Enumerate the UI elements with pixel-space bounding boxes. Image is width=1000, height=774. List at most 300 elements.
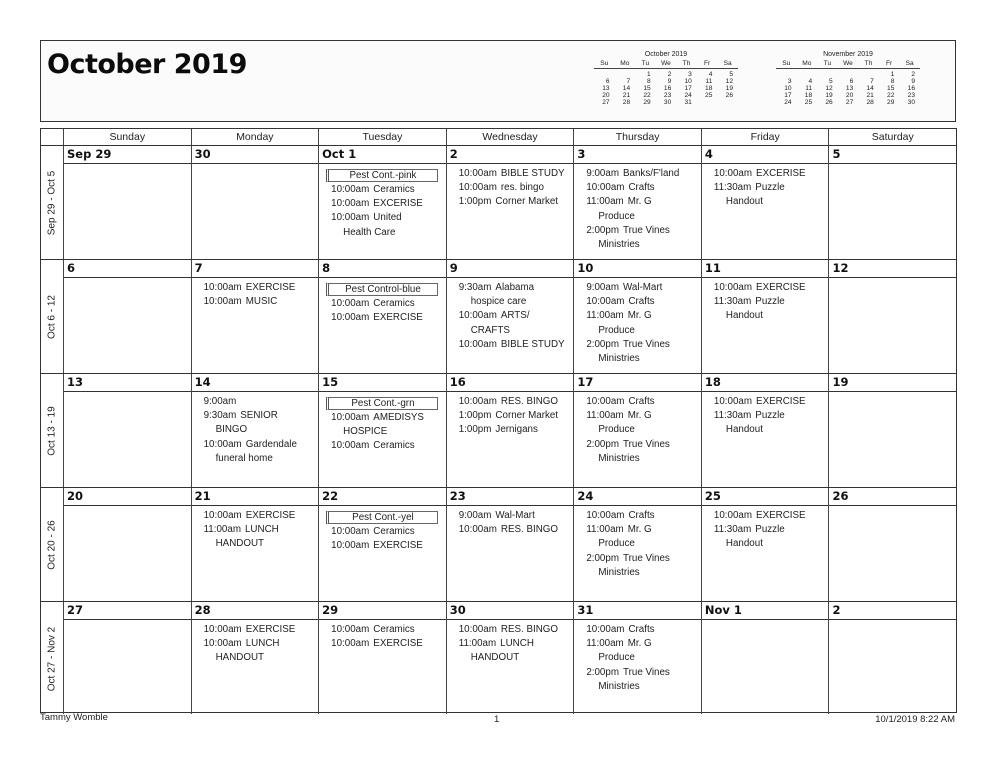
event-title: Mr. G — [627, 196, 652, 208]
week-days — [63, 260, 956, 374]
calendar-event[interactable] — [204, 509, 319, 523]
mini-calendar-day[interactable]: 24 — [684, 92, 692, 99]
event-title: EXERCISE — [373, 638, 423, 650]
mini-calendar-day[interactable]: 11 — [705, 78, 713, 85]
mini-calendar-day[interactable]: 17 — [784, 92, 792, 99]
day-events — [192, 278, 319, 309]
mini-calendar-november — [776, 51, 920, 106]
event-title-continued: hospice care — [470, 296, 527, 308]
day-cell[interactable] — [318, 602, 446, 714]
day-cell[interactable] — [828, 602, 956, 714]
mini-calendar-day[interactable]: 31 — [684, 99, 692, 106]
day-number: 25 — [702, 488, 829, 506]
event-time: 10:00am — [331, 198, 370, 210]
day-events — [447, 392, 574, 438]
mini-calendar-weekday: Sa — [899, 60, 920, 69]
footer-page-number: 1 — [494, 714, 500, 725]
day-cell[interactable] — [318, 260, 446, 374]
mini-calendar-day[interactable]: 25 — [804, 99, 813, 106]
day-cell[interactable] — [828, 488, 956, 602]
calendar-event[interactable] — [714, 281, 829, 295]
mini-calendar-day[interactable]: 7 — [626, 78, 631, 85]
weekday-header-wednesday: Wednesday — [446, 129, 574, 145]
day-events — [64, 392, 191, 395]
event-title: EXERCISE — [245, 282, 296, 293]
day-cell[interactable] — [573, 374, 701, 488]
calendar-event[interactable] — [586, 523, 701, 551]
weekday-header-saturday: Saturday — [828, 129, 956, 145]
day-number: 2 — [447, 146, 574, 164]
mini-calendar-day[interactable]: 6 — [849, 78, 854, 85]
event-title-continued: Health Care — [343, 226, 396, 238]
calendar-event[interactable] — [204, 623, 319, 637]
mini-calendar-weekday: Su — [776, 60, 797, 69]
event-title: Ceramics — [373, 526, 415, 537]
mini-calendar-day[interactable]: 16 — [663, 85, 672, 92]
day-cell[interactable] — [828, 146, 956, 260]
event-time: 11:30am — [713, 410, 752, 422]
mini-calendar-day[interactable]: 13 — [602, 85, 610, 92]
day-events — [829, 392, 956, 395]
event-time: 9:30am — [203, 410, 237, 422]
mini-calendar-day[interactable]: 26 — [825, 99, 833, 106]
mini-calendar-day[interactable]: 4 — [808, 78, 813, 85]
mini-calendar-day[interactable]: 3 — [688, 71, 692, 78]
event-title: EXCERISE — [756, 168, 806, 179]
event-time: 10:00am — [331, 184, 370, 195]
day-number: 10 — [574, 260, 701, 278]
event-title-continued: Produce — [598, 424, 635, 436]
calendar-event[interactable] — [586, 409, 701, 437]
event-title: MUSIC — [245, 296, 278, 308]
day-number: 28 — [192, 602, 319, 620]
mini-calendar-day[interactable]: 8 — [890, 78, 895, 85]
mini-calendar-day[interactable] — [776, 69, 797, 79]
event-time: 11:00am — [586, 524, 624, 536]
calendar-event[interactable] — [459, 195, 574, 209]
mini-calendar-weekday: We — [656, 60, 677, 69]
day-number: 21 — [192, 488, 319, 506]
calendar-event[interactable] — [586, 195, 701, 223]
event-time: 10:00am — [586, 296, 625, 308]
calendar-event[interactable] — [331, 623, 446, 637]
mini-calendar-day[interactable]: 30 — [663, 99, 672, 106]
mini-calendar-weekday: Sa — [717, 60, 738, 69]
calendar-event[interactable] — [204, 409, 319, 437]
day-cell[interactable] — [191, 602, 319, 714]
mini-calendar-day[interactable] — [817, 69, 838, 79]
event-title: Mr. G — [627, 524, 652, 536]
event-title-continued: Handout — [725, 196, 763, 208]
mini-calendar-day[interactable]: 10 — [784, 85, 792, 92]
calendar-event[interactable] — [459, 181, 574, 195]
event-time: 10:00am — [203, 638, 242, 650]
event-title: EXERCISE — [756, 282, 806, 293]
day-number: 19 — [829, 374, 956, 392]
event-title-continued: HANDOUT — [215, 652, 265, 664]
calendar-event[interactable] — [586, 438, 701, 466]
calendar-event[interactable] — [586, 309, 701, 337]
event-time: 10:00am — [713, 396, 753, 407]
calendar-event[interactable] — [459, 623, 574, 637]
mini-calendar-day[interactable]: 21 — [866, 92, 874, 99]
all-day-event-banner[interactable]: Pest Cont.-yel — [326, 511, 438, 524]
event-time: 9:00am — [203, 396, 237, 407]
mini-calendar-day[interactable]: 28 — [866, 99, 874, 106]
day-number: 30 — [192, 146, 319, 164]
calendar-event[interactable] — [331, 525, 446, 539]
day-number: 26 — [829, 488, 956, 506]
weekday-header-thursday: Thursday — [573, 129, 701, 145]
all-day-event-banner[interactable]: Pest Cont.-grn — [326, 397, 438, 410]
calendar-event[interactable] — [714, 295, 829, 323]
day-number: 22 — [319, 488, 446, 506]
calendar-event[interactable] — [204, 523, 319, 551]
calendar-event[interactable] — [459, 309, 574, 337]
calendar-event[interactable] — [586, 167, 701, 181]
week-days — [63, 146, 956, 260]
day-cell[interactable] — [63, 146, 191, 260]
calendar-event[interactable] — [586, 666, 701, 694]
day-number: 27 — [64, 602, 191, 620]
event-time: 2:00pm — [586, 552, 619, 564]
event-title-continued: Handout — [725, 538, 763, 550]
calendar-event[interactable] — [331, 311, 446, 325]
week-range-label: Sep 29 - Oct 5 — [46, 170, 58, 236]
event-title-continued: Produce — [598, 538, 635, 550]
event-time: 10:00am — [203, 296, 242, 308]
mini-calendar-day[interactable]: 1 — [647, 71, 651, 78]
event-time: 11:00am — [586, 410, 624, 422]
all-day-event-banner[interactable]: Pest Control-blue — [326, 283, 438, 296]
event-time: 10:00am — [203, 438, 242, 450]
calendar-event[interactable] — [331, 211, 446, 239]
mini-calendar-weekday: Tu — [817, 60, 838, 69]
day-number: 8 — [319, 260, 446, 278]
mini-calendar-day[interactable]: 12 — [725, 78, 733, 85]
event-title: EXERCISE — [245, 624, 296, 635]
calendar-event[interactable] — [459, 509, 574, 523]
event-time: 11:00am — [586, 196, 624, 208]
day-cell[interactable] — [318, 488, 446, 602]
calendar-event[interactable] — [459, 395, 574, 409]
day-cell[interactable] — [573, 602, 701, 714]
mini-calendar-day[interactable]: 27 — [845, 99, 854, 106]
calendar-event[interactable] — [586, 552, 701, 580]
day-cell[interactable] — [191, 374, 319, 488]
mini-calendar-day[interactable]: 23 — [663, 92, 672, 99]
day-number: 24 — [574, 488, 701, 506]
day-events — [447, 620, 574, 666]
week-range-label: Oct 20 - 26 — [46, 520, 58, 570]
day-cell[interactable] — [573, 260, 701, 374]
day-number: 9 — [447, 260, 574, 278]
event-title: EXERCISE — [245, 510, 296, 521]
calendar-event[interactable] — [459, 523, 574, 537]
day-number: 16 — [447, 374, 574, 392]
event-title: Mr. G — [627, 638, 652, 650]
week-days — [63, 374, 956, 488]
day-cell[interactable] — [446, 602, 574, 714]
day-cell[interactable] — [701, 146, 829, 260]
calendar-event[interactable] — [331, 297, 446, 311]
mini-calendar-day[interactable]: 18 — [804, 92, 813, 99]
day-events — [192, 164, 319, 167]
calendar-event[interactable] — [331, 197, 446, 211]
calendar-event[interactable] — [204, 395, 319, 409]
event-title: res. bingo — [500, 182, 544, 194]
mini-calendar-weekday: Mo — [615, 60, 636, 69]
mini-calendar-day[interactable] — [594, 69, 615, 79]
mini-calendar-day[interactable]: 4 — [708, 71, 713, 78]
mini-calendar-day[interactable]: 14 — [866, 85, 874, 92]
event-title: Crafts — [628, 396, 655, 407]
day-cell[interactable] — [191, 260, 319, 374]
week-row — [41, 259, 956, 374]
calendar-event[interactable] — [714, 167, 829, 181]
day-number: 15 — [319, 374, 446, 392]
day-cell[interactable] — [828, 374, 956, 488]
event-title: Ceramics — [373, 298, 415, 309]
calendar-event[interactable] — [586, 295, 701, 309]
mini-calendar-title: October 2019 — [644, 51, 688, 58]
mini-calendar-day[interactable] — [838, 69, 859, 79]
week-label-column — [41, 374, 63, 488]
mini-calendar-day[interactable]: 10 — [684, 78, 692, 85]
day-cell[interactable] — [191, 146, 319, 260]
calendar-event[interactable] — [459, 637, 574, 665]
calendar-event[interactable] — [459, 409, 574, 423]
mini-calendar-day[interactable]: 27 — [602, 99, 610, 106]
day-events — [192, 620, 319, 666]
day-cell[interactable] — [63, 260, 191, 374]
calendar-event[interactable] — [204, 438, 319, 466]
day-events — [829, 620, 956, 623]
event-title: True Vines — [623, 438, 670, 450]
event-time: 10:00am — [203, 282, 242, 293]
day-cell[interactable] — [63, 602, 191, 714]
day-events — [574, 620, 701, 694]
day-cell[interactable] — [701, 602, 829, 714]
event-title: True Vines — [623, 224, 670, 236]
event-title: Puzzle — [755, 182, 785, 194]
day-cell[interactable] — [63, 488, 191, 602]
mini-calendar-day[interactable]: 9 — [911, 78, 915, 85]
mini-calendar-day[interactable]: 29 — [887, 99, 895, 106]
mini-calendar-day[interactable]: 13 — [845, 85, 854, 92]
day-cell[interactable] — [318, 146, 446, 260]
mini-calendar-weekday: Mo — [797, 60, 818, 69]
calendar-event[interactable] — [331, 539, 446, 553]
mini-calendar-day[interactable]: 23 — [907, 92, 915, 99]
day-cell[interactable] — [701, 374, 829, 488]
calendar-event[interactable] — [459, 281, 574, 309]
event-title-continued: Produce — [598, 210, 635, 222]
mini-calendar-day[interactable]: 2 — [911, 71, 915, 78]
event-time: 2:00pm — [586, 438, 619, 450]
mini-calendar-day[interactable]: 22 — [887, 92, 895, 99]
mini-calendar-day[interactable]: 20 — [845, 92, 854, 99]
event-title: Corner Market — [495, 410, 559, 422]
calendar-event[interactable] — [459, 167, 574, 181]
mini-calendar-day[interactable]: 19 — [825, 92, 833, 99]
calendar-event[interactable] — [714, 523, 829, 551]
event-time: 11:00am — [458, 638, 497, 650]
day-cell[interactable] — [573, 488, 701, 602]
mini-calendar-day[interactable]: 19 — [725, 85, 733, 92]
event-title-continued: BINGO — [215, 424, 248, 436]
mini-calendar-day[interactable]: 30 — [907, 99, 915, 106]
calendar-event[interactable] — [714, 409, 829, 437]
event-time: 10:00am — [331, 312, 370, 324]
day-cell[interactable] — [701, 488, 829, 602]
mini-calendar-day[interactable]: 12 — [825, 85, 833, 92]
calendar-event[interactable] — [714, 395, 829, 409]
event-time: 2:00pm — [586, 224, 619, 236]
day-cell[interactable] — [573, 146, 701, 260]
calendar-event[interactable] — [586, 509, 701, 523]
calendar-event[interactable] — [331, 411, 446, 439]
event-title: BIBLE STUDY — [500, 338, 565, 350]
mini-calendar-day[interactable]: 15 — [643, 85, 651, 92]
mini-calendar-day[interactable]: 25 — [705, 92, 713, 99]
event-time: 2:00pm — [586, 338, 619, 350]
calendar-event[interactable] — [586, 338, 701, 366]
day-cell[interactable] — [63, 374, 191, 488]
event-title: United — [373, 212, 402, 224]
calendar-event[interactable] — [459, 423, 574, 437]
mini-calendar-day[interactable]: 24 — [784, 99, 792, 106]
mini-calendar-day[interactable] — [858, 69, 879, 79]
day-cell[interactable] — [446, 260, 574, 374]
mini-calendar-day[interactable]: 3 — [787, 78, 792, 85]
mini-calendar-day[interactable]: 22 — [643, 92, 651, 99]
event-title: Ceramics — [373, 184, 415, 195]
day-cell[interactable] — [446, 374, 574, 488]
week-row — [41, 145, 956, 260]
mini-calendar-day[interactable]: 9 — [667, 78, 672, 85]
mini-calendar-weekday: Fr — [697, 60, 718, 69]
calendar-event[interactable] — [586, 395, 701, 409]
week-row — [41, 373, 956, 488]
week-days — [63, 602, 956, 714]
mini-calendar-day[interactable]: 7 — [870, 78, 874, 85]
mini-calendar-day[interactable]: 5 — [829, 78, 833, 85]
calendar-event[interactable] — [204, 281, 319, 295]
mini-calendar-day[interactable]: 18 — [705, 85, 713, 92]
event-title-continued: Ministries — [598, 239, 640, 251]
mini-calendar-day[interactable]: 2 — [667, 71, 672, 78]
calendar-event[interactable] — [586, 281, 701, 295]
mini-calendar-day[interactable]: 1 — [890, 71, 895, 78]
day-cell[interactable] — [191, 488, 319, 602]
event-time: 10:00am — [586, 510, 625, 521]
mini-calendar-day[interactable]: 16 — [907, 85, 915, 92]
event-time: 10:00am — [331, 298, 370, 309]
day-cell[interactable] — [828, 260, 956, 374]
week-row — [41, 601, 956, 714]
event-title: Alabama — [495, 282, 535, 293]
day-number: 29 — [319, 602, 446, 620]
day-cell[interactable] — [701, 260, 829, 374]
calendar-event[interactable] — [204, 637, 319, 665]
day-number: 6 — [64, 260, 191, 278]
month-grid — [40, 128, 957, 713]
mini-calendar-day[interactable]: 6 — [605, 78, 610, 85]
day-events — [64, 164, 191, 167]
week-range-label: Oct 6 - 12 — [46, 295, 58, 339]
calendar-event[interactable] — [586, 623, 701, 637]
event-title: True Vines — [623, 338, 670, 350]
mini-calendar-day[interactable]: 28 — [622, 99, 631, 106]
calendar-event[interactable] — [586, 224, 701, 252]
event-time: 10:00am — [713, 282, 753, 293]
day-events — [319, 620, 446, 651]
day-cell[interactable] — [318, 374, 446, 488]
mini-calendar-day[interactable]: 15 — [887, 85, 895, 92]
mini-calendar-day[interactable] — [697, 99, 718, 106]
calendar-event[interactable] — [331, 183, 446, 197]
day-events — [574, 164, 701, 252]
mini-calendar-day[interactable]: 26 — [725, 92, 733, 99]
mini-calendar-day[interactable]: 8 — [647, 78, 651, 85]
day-cell[interactable] — [446, 146, 574, 260]
mini-calendar-day[interactable]: 20 — [602, 92, 610, 99]
mini-calendar-day[interactable] — [615, 69, 636, 79]
event-title-continued: HANDOUT — [215, 538, 265, 550]
footer-author: Tammy Womble — [40, 712, 108, 723]
event-title: True Vines — [623, 552, 670, 564]
calendar-event[interactable] — [586, 637, 701, 665]
mini-calendar-day[interactable]: 17 — [684, 85, 692, 92]
event-title: LUNCH — [245, 638, 280, 650]
day-events — [702, 278, 829, 324]
mini-calendar-day[interactable]: 11 — [805, 85, 813, 92]
event-time: 10:00am — [458, 182, 497, 194]
day-number: 3 — [574, 146, 701, 164]
calendar-event[interactable] — [331, 637, 446, 651]
day-events — [574, 278, 701, 366]
event-title: EXERCISE — [373, 540, 423, 552]
all-day-event-banner[interactable]: Pest Cont.-pink — [326, 169, 438, 182]
day-events — [447, 278, 574, 352]
mini-calendar-day[interactable]: 29 — [643, 99, 651, 106]
event-time: 11:30am — [713, 296, 752, 308]
day-number: 11 — [702, 260, 829, 278]
event-title: EXCERISE — [373, 198, 423, 210]
calendar-event[interactable] — [714, 181, 829, 209]
mini-calendar-day[interactable] — [717, 99, 738, 106]
mini-calendar-day[interactable]: 21 — [622, 92, 631, 99]
calendar-event[interactable] — [714, 509, 829, 523]
day-events — [829, 164, 956, 167]
calendar-event[interactable] — [331, 439, 446, 453]
mini-calendar-day[interactable]: 5 — [729, 71, 733, 78]
event-title: Ceramics — [373, 440, 415, 452]
mini-calendar-table — [594, 60, 738, 106]
calendar-event[interactable] — [459, 338, 574, 352]
calendar-event[interactable] — [586, 181, 701, 195]
mini-calendar-weekday: We — [838, 60, 859, 69]
day-cell[interactable] — [446, 488, 574, 602]
event-title: AMEDISYS — [373, 412, 424, 423]
mini-calendar-day[interactable] — [797, 69, 818, 79]
calendar-event[interactable] — [204, 295, 319, 309]
mini-calendar-table — [776, 60, 920, 106]
mini-calendar-day[interactable]: 14 — [622, 85, 631, 92]
event-title: EXERCISE — [373, 312, 423, 324]
day-events — [192, 506, 319, 552]
